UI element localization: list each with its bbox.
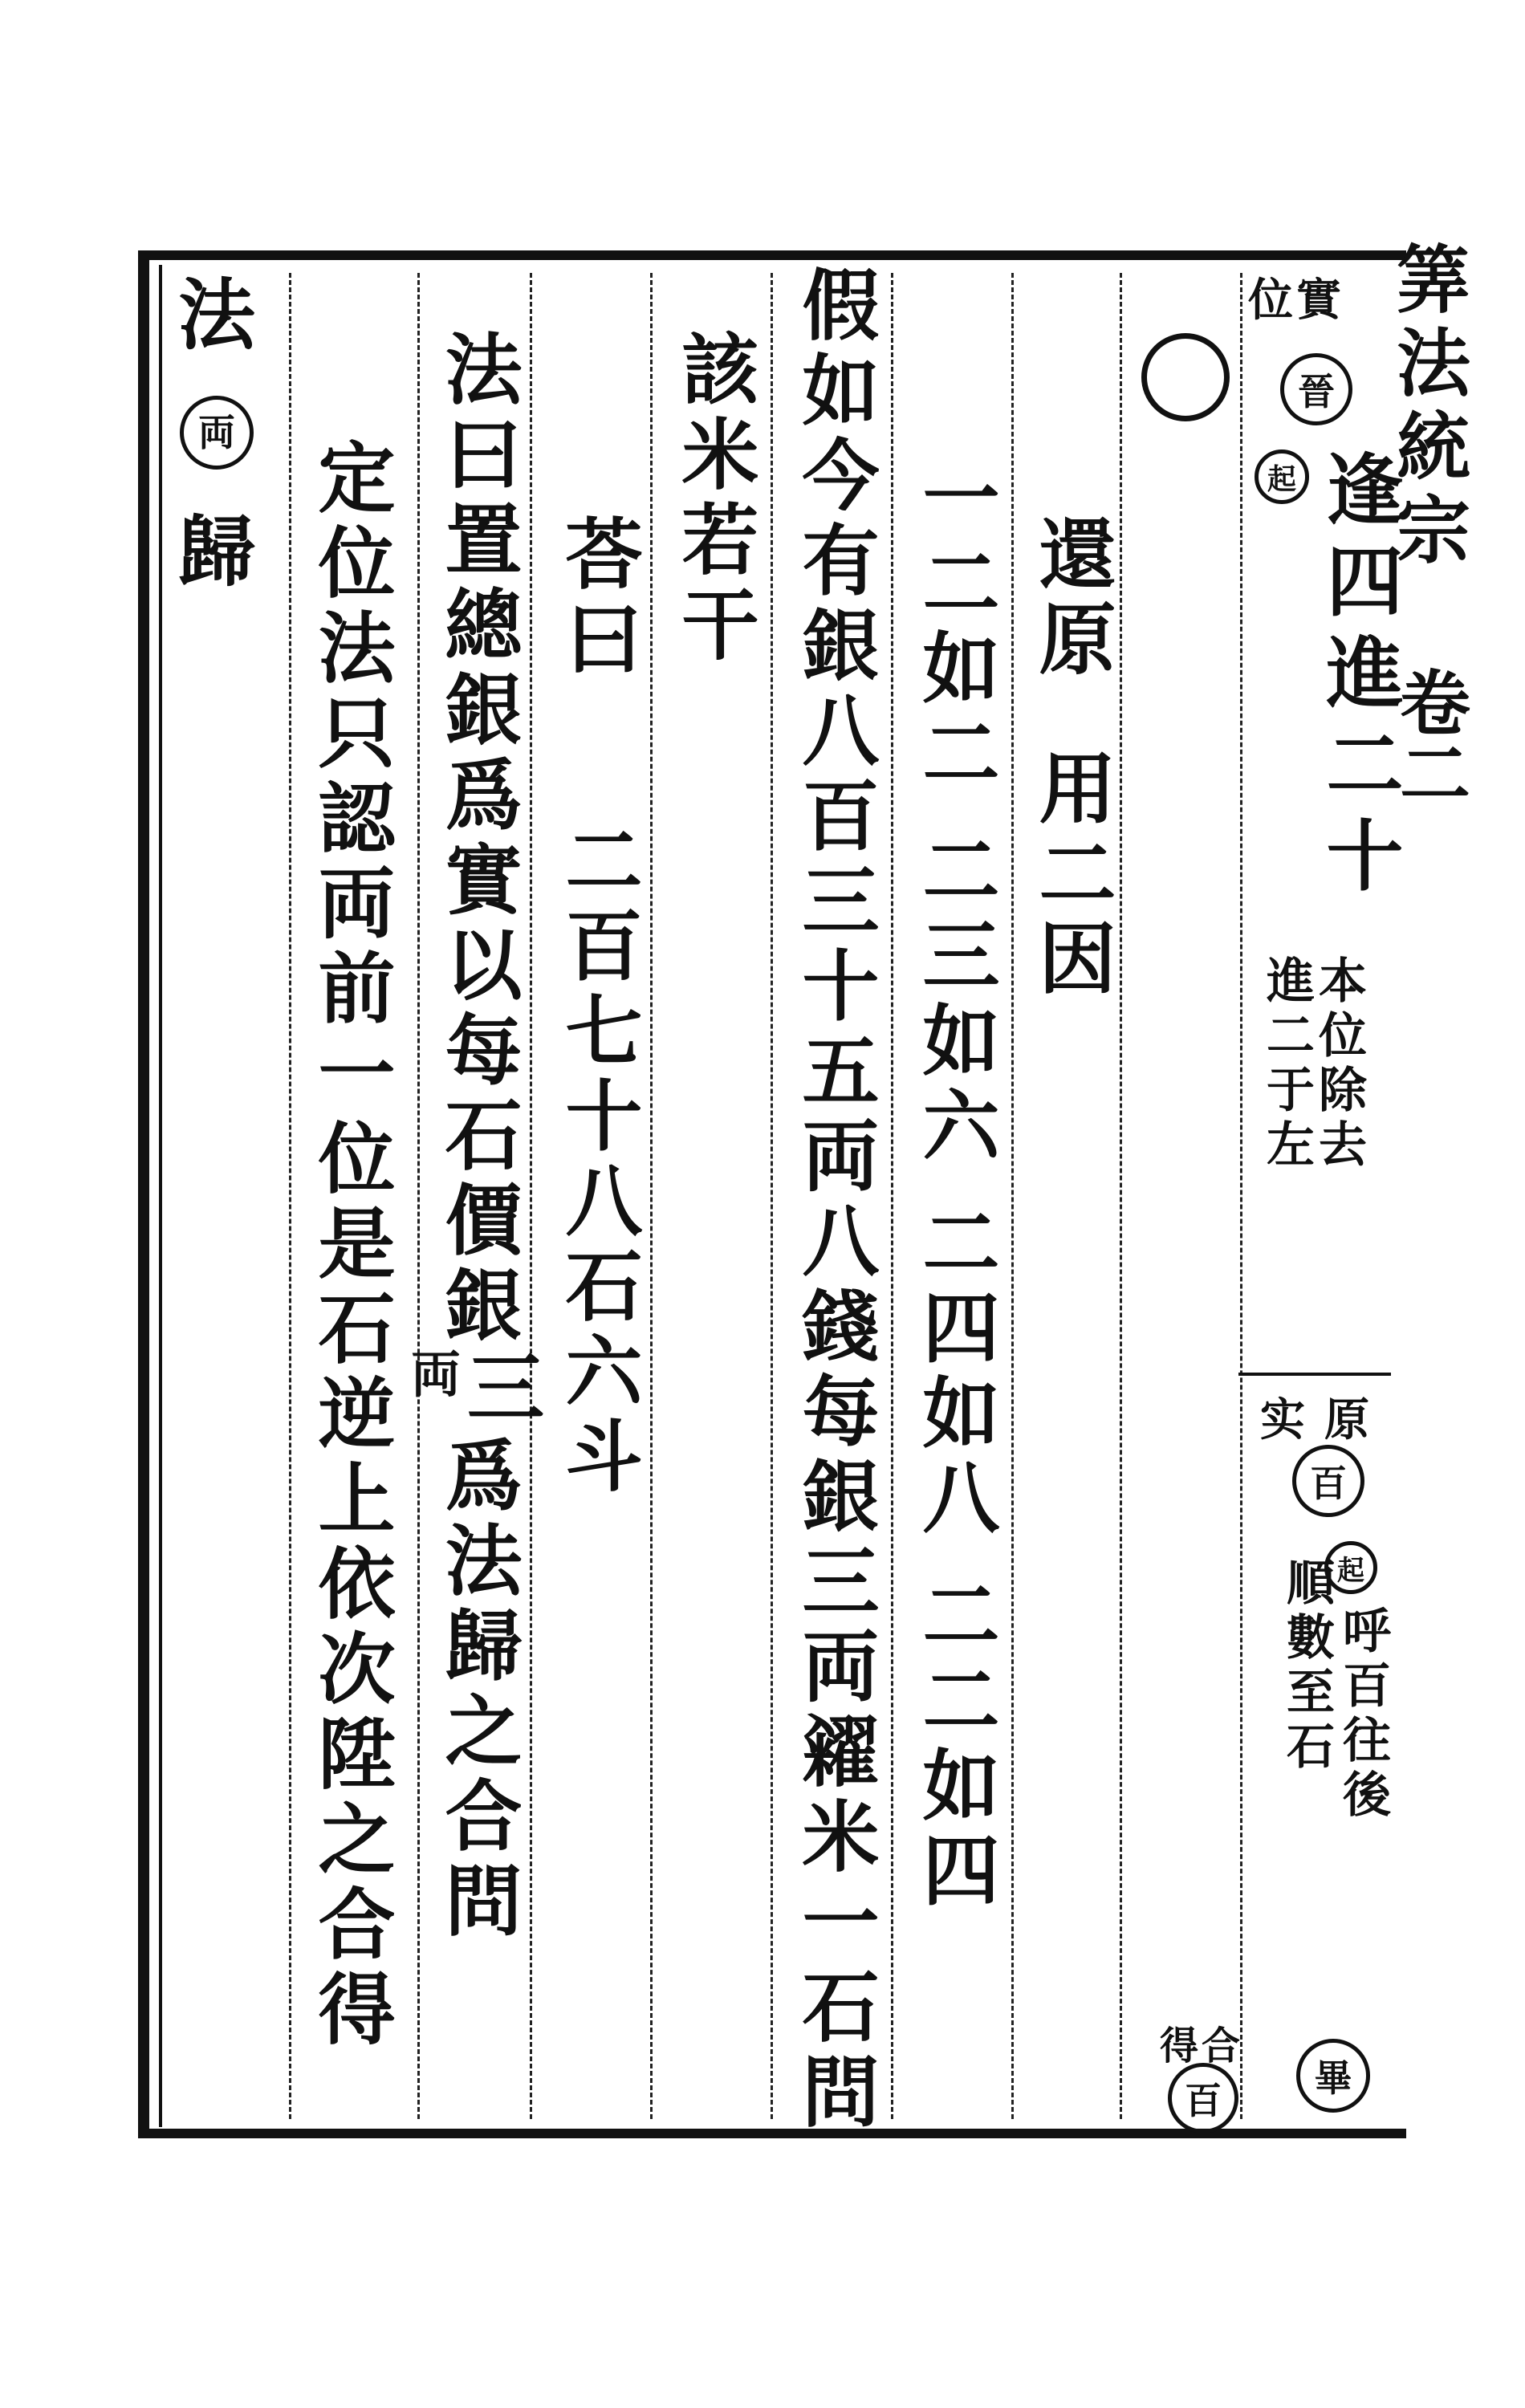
circled-mark: 晉 <box>1280 353 1352 425</box>
text-cell: 該米若干 <box>669 329 760 669</box>
text-cell: 歸 <box>178 506 255 597</box>
circled-mark: 起 <box>1324 1541 1377 1594</box>
text-cell: 原 <box>1324 1393 1369 1446</box>
column-rule <box>1011 273 1014 2119</box>
text-cell: 三 <box>467 1343 545 1434</box>
text-cell: 二三如六 <box>910 830 1001 1170</box>
text-cell: 假如今有銀八百三十五両八錢每銀三両糴米一石問 <box>790 265 880 2137</box>
column-4 <box>554 514 642 1501</box>
open-circle-mark <box>1141 333 1230 421</box>
text-cell: 順數至石 <box>1279 1557 1335 1775</box>
column-rule <box>771 273 773 2119</box>
column-3 <box>411 329 545 1946</box>
circled-mark: 百 <box>1168 2063 1238 2133</box>
column-rule <box>650 273 653 2119</box>
text-cell: 定位法只認両前一位是石逆上依次陞之合得 <box>306 437 396 2054</box>
text-cell: 合 <box>1202 2024 1241 2068</box>
text-cell: 呼百往後 <box>1335 1605 1391 1824</box>
column-1 <box>178 270 255 633</box>
text-cell: 両 <box>411 1345 462 1404</box>
volume-label: 卷二 <box>1389 666 1472 807</box>
text-cell: 進二于左 <box>1259 955 1315 1173</box>
running-title: 筭法統宗 <box>1385 241 1471 575</box>
text-cell: 二百七十八石六斗 <box>553 820 644 1501</box>
text-cell: 爲法歸之合問 <box>433 1435 523 1946</box>
column-rule <box>417 273 420 2119</box>
column-2 <box>307 437 395 2054</box>
circled-mark: 畢 <box>1296 2039 1370 2113</box>
column-7 <box>911 458 999 1915</box>
text-cell: 用二因 <box>1027 748 1117 1003</box>
column-rule <box>1120 273 1122 2119</box>
small-note <box>411 1345 462 1427</box>
divider <box>1238 1373 1391 1376</box>
text-cell: 法 <box>178 270 255 360</box>
column-6 <box>791 265 879 2137</box>
text-cell: 本位除去 <box>1311 955 1367 1173</box>
text-cell: 二二如四 <box>910 1575 1001 1915</box>
header-labels <box>1248 265 1341 329</box>
text-cell <box>411 1343 545 1434</box>
text-cell: 位 <box>1248 274 1293 327</box>
text-cell: 荅曰 <box>553 514 644 684</box>
frame-inner-line <box>159 265 162 2127</box>
text-cell: 實 <box>1296 274 1341 327</box>
column-rule <box>289 273 291 2119</box>
column-rule <box>1240 273 1242 2119</box>
bottom-labels <box>1160 2015 1240 2070</box>
text-cell: 法曰置總銀爲實以每石價銀 <box>433 329 523 1350</box>
circled-mark: 起 <box>1255 449 1309 504</box>
text-cell: 一二如二 <box>910 458 1001 798</box>
text-cell: 得 <box>1160 2024 1199 2068</box>
column-5 <box>670 329 758 669</box>
text-cell: 实 <box>1260 1393 1305 1446</box>
circled-mark: 両 <box>180 396 254 470</box>
text-cell: 逢四進二十 <box>1314 449 1405 907</box>
text-cell: 二四如八 <box>910 1202 1001 1543</box>
circled-mark: 百 <box>1292 1445 1364 1517</box>
column-8 <box>1027 514 1116 1003</box>
column-rule <box>530 273 532 2119</box>
column-9 <box>1160 265 1405 2122</box>
text-cell: 還原 <box>1027 514 1117 684</box>
column-rule <box>891 273 893 2119</box>
